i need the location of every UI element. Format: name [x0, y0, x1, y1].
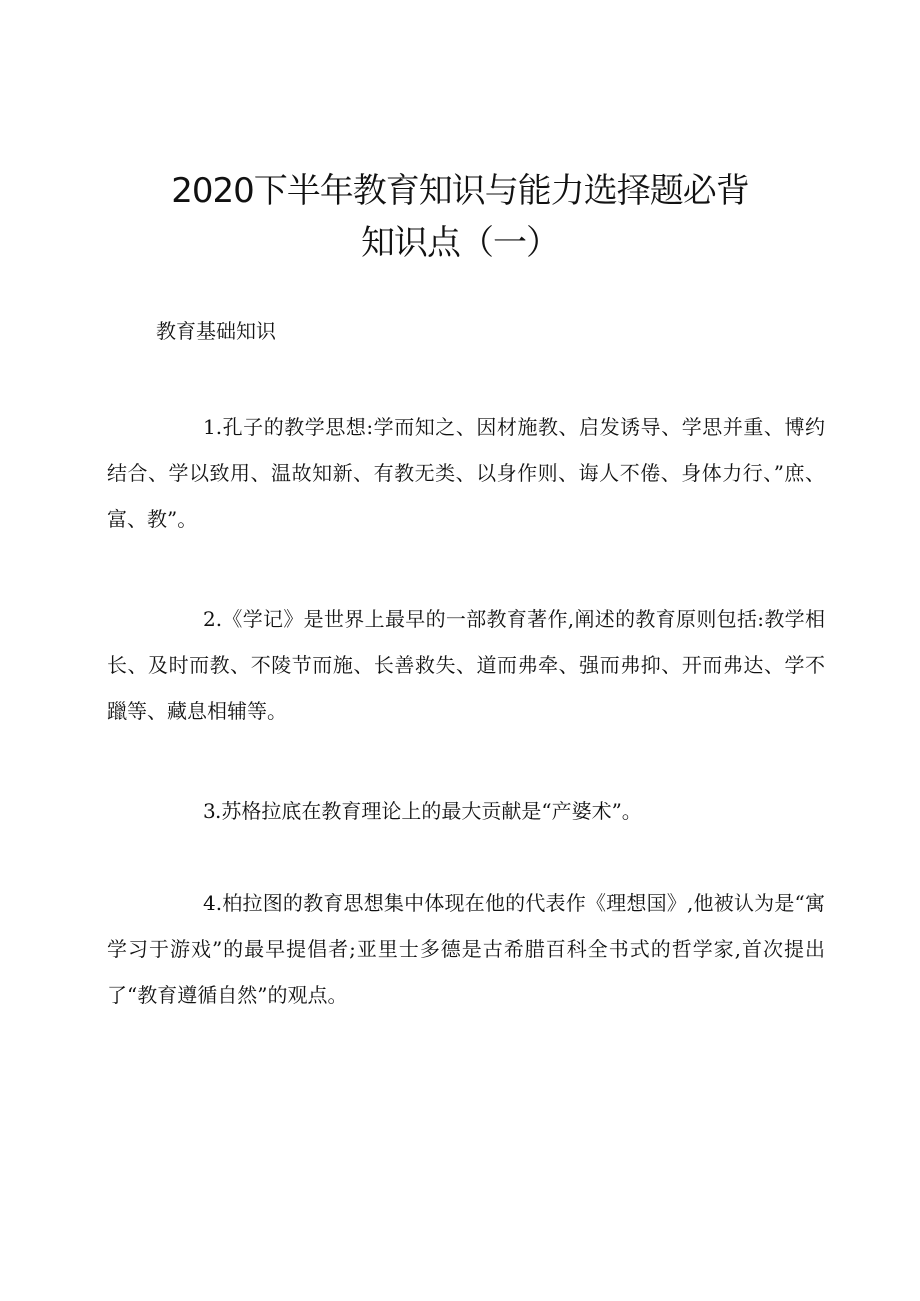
knowledge-item-3: [107, 788, 825, 834]
section-heading: 教育基础知识: [156, 319, 276, 343]
document-title-line-1: 2020下半年教育知识与能力选择题必背: [171, 171, 749, 211]
item-text: .柏拉图的教育思想集中体现在他的代表作《理想国》,他被认为是“寓学习于游戏”的最早提倡者;亚里士多德是古希腊百科全书式的哲学家,首次提出了“教育遵循自然”的观点。: [107, 891, 825, 1007]
item-text: .苏格拉底在教育理论上的最大贡献是“产婆术”。: [215, 799, 642, 823]
knowledge-item-2: [107, 596, 825, 734]
knowledge-item-4: [107, 880, 825, 1018]
item-number: 4: [203, 891, 216, 915]
document-title-line-2: 知识点（一）: [361, 223, 559, 263]
item-number: 3: [203, 799, 216, 823]
item-text: .孔子的教学思想:学而知之、因材施教、启发诱导、学思并重、博约结合、学以致用、温故知新、有教无类、以身作则、诲人不倦、身体力行、”庶、富、教”。: [107, 415, 825, 531]
item-number: 2: [203, 607, 216, 631]
item-text: .《学记》是世界上最早的一部教育著作,阐述的教育原则包括:教学相长、及时而教、不陵节而施、长善救失、道而弗牵、强而弗抑、开而弗达、学不躐等、藏息相辅等。: [107, 607, 825, 723]
item-number: 1: [203, 415, 216, 439]
knowledge-item-1: [107, 404, 825, 542]
